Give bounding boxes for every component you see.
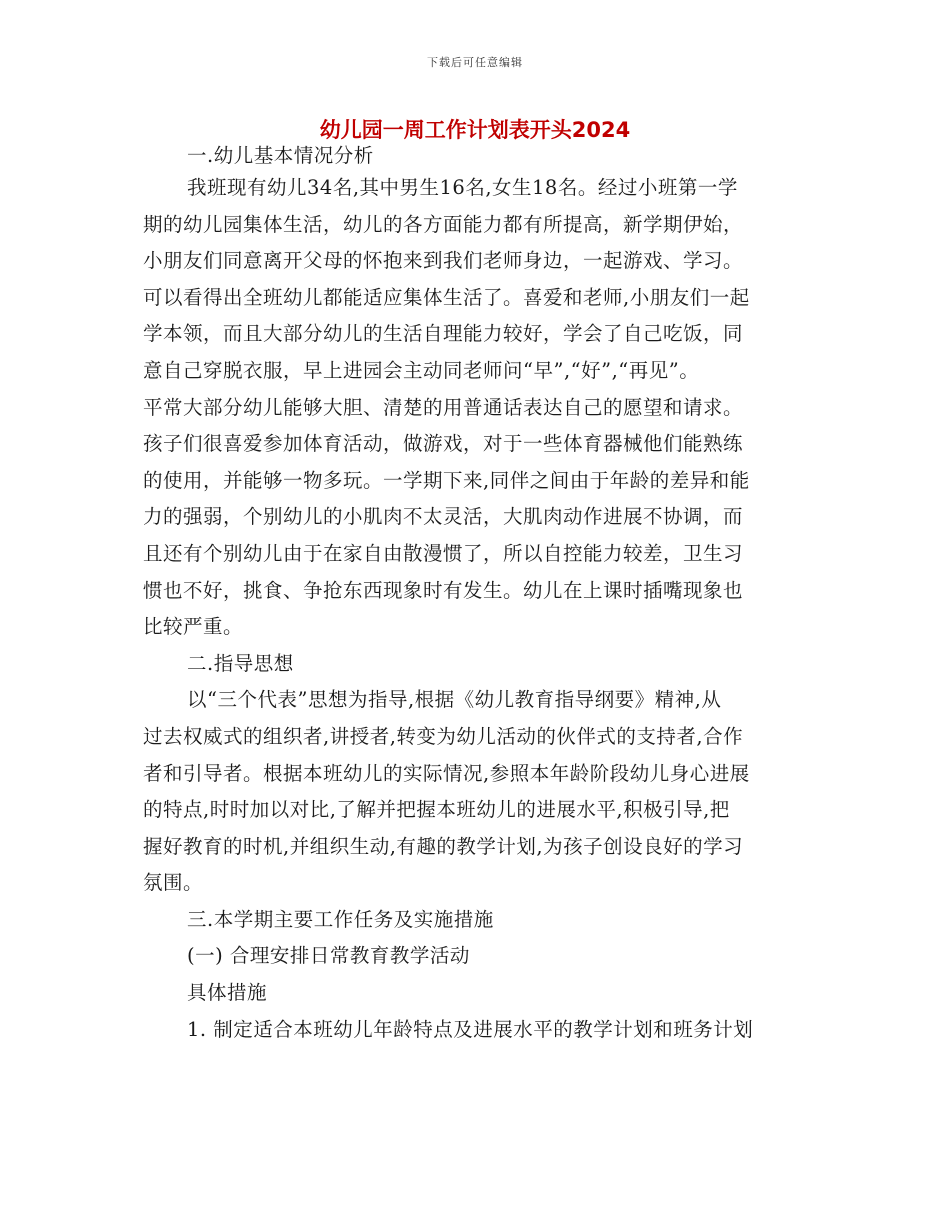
text-line: 小朋友们同意离开父母的怀抱来到我们老师身边，一起游戏、学习。 — [143, 249, 744, 273]
text-line: 学本领，而且大部分幼儿的生活自理能力较好，学会了自己吃饭，同 — [143, 322, 744, 346]
text-line: 可以看得出全班幼儿都能适应集体生活了。喜爱和老师,小朋友们一起 — [143, 285, 750, 309]
text-line: 力的强弱，个别幼儿的小肌肉不太灵活，大肌肉动作进展不协调，而 — [143, 505, 744, 529]
page-header-note: 下载后可任意编辑 — [427, 56, 523, 69]
text-line: 期的幼儿园集体生活，幼儿的各方面能力都有所提高，新学期伊始， — [143, 212, 744, 236]
text-line: 的使用，并能够一物多玩。一学期下来,同伴之间由于年龄的差异和能 — [143, 468, 750, 492]
text-line: 以“三个代表”思想为指导,根据《幼儿教育指导纲要》精神,从 — [187, 688, 722, 712]
text-line: 孩子们很喜爱参加体育活动，做游戏，对于一些体育器械他们能熟练 — [143, 432, 744, 456]
text-line: 比较严重。 — [143, 615, 244, 639]
text-line: 且还有个别幼儿由于在家自由散漫惯了，所以自控能力较差，卫生习 — [143, 541, 744, 565]
text-line: 氛围。 — [143, 871, 204, 895]
text-line: 的特点,时时加以对比,了解并把握本班幼儿的进展水平,积极引导,把 — [143, 798, 730, 822]
text-line: 握好教育的时机,并组织生动,有趣的教学计划,为孩子创设良好的学习 — [143, 834, 744, 858]
text-line: 二.指导思想 — [187, 651, 294, 675]
text-line: 我班现有幼儿34名,其中男生16名,女生18名。经过小班第一学 — [187, 176, 738, 199]
text-line: 平常大部分幼儿能够大胆、清楚的用普通话表达自己的愿望和请求。 — [143, 395, 744, 419]
text-line: 三.本学期主要工作任务及实施措施 — [187, 907, 494, 931]
text-line: 过去权威式的组织者,讲授者,转变为幼儿活动的伙伴式的支持者,合作 — [143, 724, 744, 748]
text-line: 意自己穿脱衣服，早上进园会主动同老师问“早”,“好”,“再见”。 — [143, 358, 700, 382]
text-line: 者和引导者。根据本班幼儿的实际情况,参照本年龄阶段幼儿身心进展 — [143, 761, 750, 785]
text-line: (一) 合理安排日常教育教学活动 — [187, 944, 470, 968]
text-line: 具体措施 — [187, 981, 268, 1005]
text-line: 惯也不好，挑食、争抢东西现象时有发生。幼儿在上课时插嘴现象也 — [143, 578, 744, 602]
document-title: 幼儿园一周工作计划表开头2024 — [319, 118, 631, 142]
document-body — [143, 142, 809, 1048]
text-line: 1. 制定适合本班幼儿年龄特点及进展水平的教学计划和班务计划 — [187, 1017, 754, 1041]
text-line: 一.幼儿基本情况分析 — [187, 144, 374, 167]
